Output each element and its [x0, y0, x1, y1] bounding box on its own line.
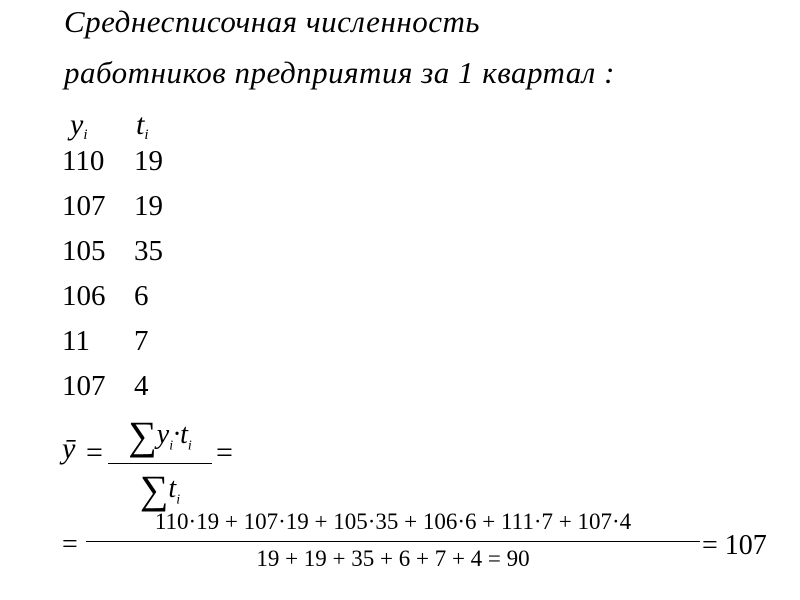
table-row [62, 186, 194, 231]
fraction-denominator: 19 + 19 + 35 + 6 + 7 + 4 = 90 [256, 546, 530, 571]
table-row [62, 231, 194, 276]
mean-symbol: ȳ [62, 432, 76, 465]
cell-t: 4 [134, 370, 149, 402]
cell-t: 19 [134, 145, 163, 177]
computation-fraction [86, 509, 700, 572]
table-row [62, 276, 194, 321]
equals-sign: = [216, 436, 233, 469]
cell-y: 107 [62, 370, 106, 402]
cell-t: 7 [134, 325, 149, 357]
fraction-bar [86, 541, 700, 542]
table-row [62, 366, 194, 411]
result-value: = 107 [702, 530, 767, 561]
title-line-1: Среднесписочная численность [64, 4, 480, 39]
cell-t: 19 [134, 190, 163, 222]
fraction-bar [108, 463, 212, 464]
sigma-symbol: ∑ [128, 413, 157, 458]
equals-sign: = [62, 529, 78, 560]
column-header-t: $t_i$ [136, 108, 149, 143]
fraction-denominator: $\sum t_i$ [139, 467, 181, 512]
cell-t: 35 [134, 235, 163, 267]
equals-sign: = [86, 436, 103, 469]
fraction-numerator: 110·19 + 107·19 + 105·35 + 106·6 + 111·7 + 107·4 [154, 509, 632, 534]
cell-y: 11 [62, 325, 90, 357]
cell-t: 6 [134, 280, 149, 312]
cell-y: 110 [62, 145, 105, 177]
column-header-y: $y_i$ [70, 108, 88, 143]
weighted-mean-fraction [108, 412, 212, 513]
title-line-2: работников предприятия за 1 квартал : [64, 55, 615, 90]
fraction-numerator: $\sum y_i\cdot t_i$ [128, 413, 192, 458]
cell-y: 106 [62, 280, 106, 312]
cell-y: 107 [62, 190, 106, 222]
sigma-symbol: ∑ [139, 467, 169, 512]
cell-y: 105 [62, 235, 106, 267]
table-row [62, 321, 194, 366]
table-row [62, 141, 194, 186]
data-table [62, 141, 194, 411]
